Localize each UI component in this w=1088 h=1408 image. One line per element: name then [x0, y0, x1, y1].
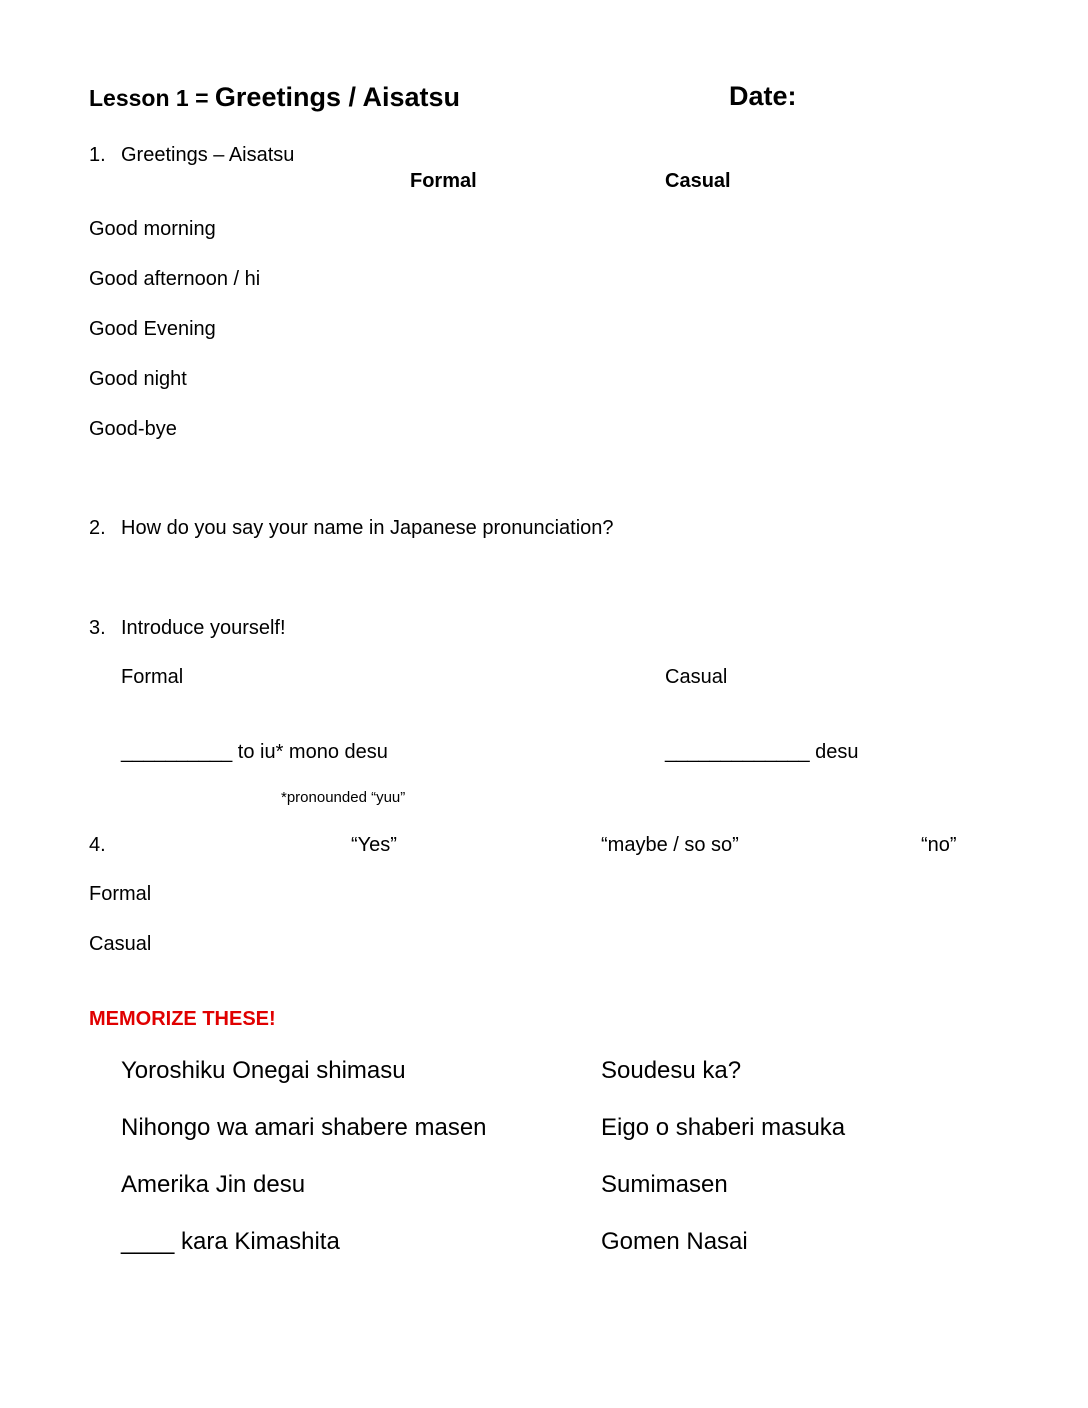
lesson-label: Lesson 1 =: [89, 85, 215, 111]
section3-title: Introduce yourself!: [121, 617, 286, 639]
section3-number: 3.: [89, 617, 106, 639]
section4-no-header: “no”: [921, 834, 957, 856]
section1-number: 1.: [89, 144, 106, 166]
section1-formal-header: Formal: [410, 170, 477, 192]
greeting-row: Good night: [89, 368, 187, 390]
memorize-phrase: Gomen Nasai: [601, 1228, 748, 1255]
section4-formal-row: Formal: [89, 883, 152, 905]
section1-title: Greetings – Aisatsu: [121, 144, 295, 166]
section3-footnote: *pronounded “yuu”: [281, 789, 406, 806]
memorize-phrase: Eigo o shaberi masuka: [601, 1114, 846, 1141]
section1-casual-header: Casual: [665, 170, 731, 192]
section3-casual-phrase: _____________ desu: [665, 741, 859, 763]
memorize-phrase: Amerika Jin desu: [121, 1171, 306, 1198]
greeting-row: Good afternoon / hi: [89, 268, 261, 290]
memorize-phrase: Soudesu ka?: [601, 1057, 742, 1084]
section3-formal-phrase: __________ to iu* mono desu: [121, 741, 388, 763]
memorize-phrase: Yoroshiku Onegai shimasu: [121, 1057, 406, 1084]
memorize-heading: MEMORIZE THESE!: [89, 1008, 276, 1030]
section4-casual-row: Casual: [89, 933, 152, 955]
greeting-row: Good Evening: [89, 318, 216, 340]
section4-number: 4.: [89, 834, 106, 856]
section4-maybe-header: “maybe / so so”: [601, 834, 739, 856]
lesson-header: [89, 84, 460, 111]
memorize-phrase: Sumimasen: [601, 1171, 728, 1198]
memorize-phrase: Nihongo wa amari shabere masen: [121, 1114, 487, 1141]
section2-number: 2.: [89, 517, 106, 539]
greeting-row: Good morning: [89, 218, 216, 240]
section3-formal-label: Formal: [121, 666, 184, 688]
section3-casual-label: Casual: [665, 666, 728, 688]
date-label: Date:: [729, 81, 797, 111]
section4-yes-header: “Yes”: [351, 834, 397, 856]
section2-question: How do you say your name in Japanese pronunciation?: [121, 517, 614, 539]
lesson-title: Greetings / Aisatsu: [214, 82, 460, 112]
memorize-phrase: ____ kara Kimashita: [121, 1228, 340, 1255]
greeting-row: Good-bye: [89, 418, 177, 440]
